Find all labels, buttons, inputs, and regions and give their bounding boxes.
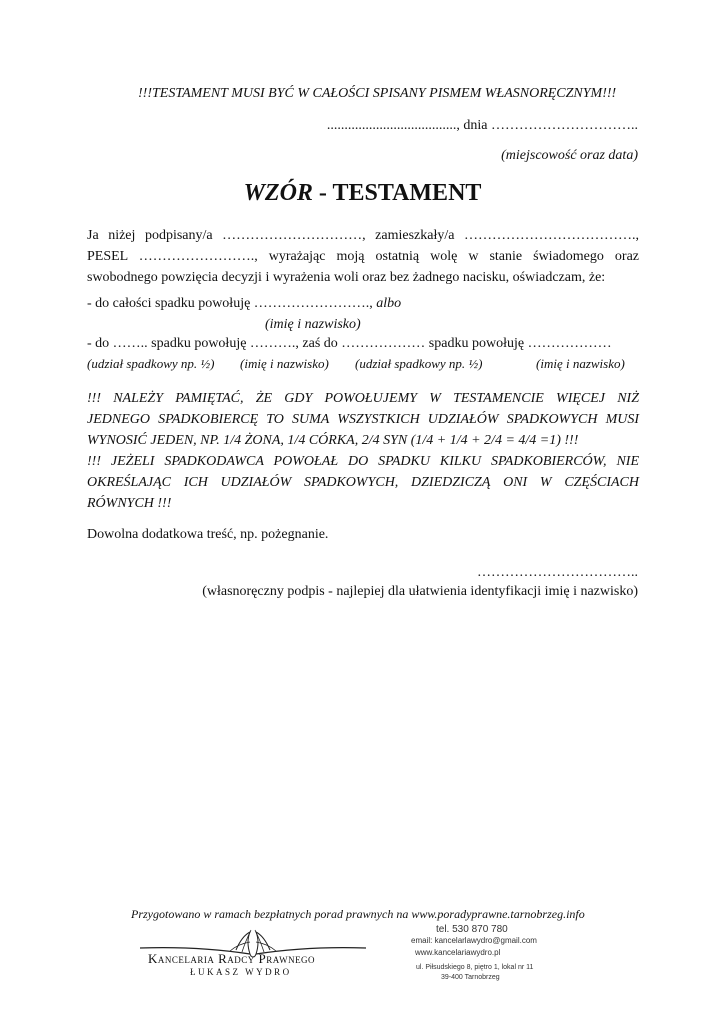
contact-email: email: kancelarlawydro@gmail.com: [411, 936, 537, 945]
warning-line-5: OKREŚLAJĄC ICH UDZIAŁÓW SPADKOWYCH, DZIEDZICZĄ ONI W CZĘŚCIACH: [87, 475, 639, 490]
signature-line: ……………………………..: [477, 565, 638, 580]
title-rest: - TESTAMENT: [312, 180, 482, 206]
declaration-line-3: swobodnego powzięcia decyzji i wyrażenia woli oraz bez żadnego nacisku, oświadczam, że:: [87, 270, 606, 285]
declaration-line-2: PESEL ……………………., wyrażając moją ostatnią wolę w stanie świadomego oraz: [87, 249, 639, 264]
option-1-albo: albo: [376, 296, 402, 311]
footer-prepared-note: Przygotowano w ramach bezpłatnych porad prawnych na www.poradyprawne.tarnobrzeg.info: [131, 907, 585, 921]
option-1-text: - do całości spadku powołuję …………………….,: [87, 296, 377, 311]
option-1-line: [87, 296, 401, 312]
warning-line-2: JEDNEGO SPADKOBIERCĘ TO SUMA WSZYSTKICH UDZIAŁÓW SPADKOWYCH MUSI: [87, 412, 639, 427]
warning-line-4: !!! JEŻELI SPADKODAWCA POWOŁAŁ DO SPADKU KILKU SPADKOBIERCÓW, NIE: [87, 454, 639, 469]
warning-line-3: WYNOSIĆ JEDEN, NP. 1/4 ŻONA, 1/4 CÓRKA, 2/4 SYN (1/4 + 1/4 + 2/4 = 4/4 =1) !!!: [87, 433, 579, 448]
warning-line-1: !!! NALEŻY PAMIĘTAĆ, ŻE GDY POWOŁUJEMY W TESTAMENCIE WIĘCEJ NIŻ: [87, 391, 639, 406]
option-2-caption-share-2: (udział spadkowy np. ½): [355, 356, 483, 371]
optional-text: Dowolna dodatkowa treść, np. pożegnanie.: [87, 527, 329, 542]
declaration-line-1: Ja niżej podpisany/a …………………………, zamieszkały/a ……………………………….,: [87, 228, 639, 243]
declaration-paragraph: [87, 225, 639, 288]
title-italic: WZÓR: [243, 180, 313, 206]
logo-firm-name: Kancelaria Radcy Prawnego: [148, 951, 316, 966]
warning-block: [87, 388, 639, 514]
contact-address-street: ul. Piłsudskiego 8, piętro 1, lokal nr 11: [416, 964, 534, 971]
page-title: [0, 180, 725, 207]
option-2-caption-name-1: (imię i nazwisko): [240, 356, 329, 371]
warning-line-6: RÓWNYCH !!!: [87, 496, 172, 511]
contact-website: www.kancelariawydro.pl: [415, 948, 501, 957]
signature-caption: (własnoręczny podpis - najlepiej dla ułatwienia identyfikacji imię i nazwisko): [202, 584, 638, 599]
place-date-line: ....................................., dnia …………………………..: [326, 118, 638, 133]
contact-address-city: 39-400 Tarnobrzeg: [441, 974, 500, 981]
option-2-caption-share-1: (udział spadkowy np. ½): [87, 356, 215, 371]
contact-phone: tel. 530 870 780: [436, 924, 508, 935]
place-date-caption: (miejscowość oraz data): [501, 148, 638, 163]
logo-lawyer-name: ŁUKASZ WYDRO: [190, 967, 292, 977]
option-2-line: - do …….. spadku powołuję ………., zaś do ……………… spadku powołuję ………………: [87, 336, 612, 351]
option-1-caption: (imię i nazwisko): [265, 317, 361, 332]
header-warning: !!!TESTAMENT MUSI BYĆ W CAŁOŚCI SPISANY PISMEM WŁASNORĘCZNYM!!!: [138, 86, 617, 101]
option-2-caption-name-2: (imię i nazwisko): [536, 356, 625, 371]
